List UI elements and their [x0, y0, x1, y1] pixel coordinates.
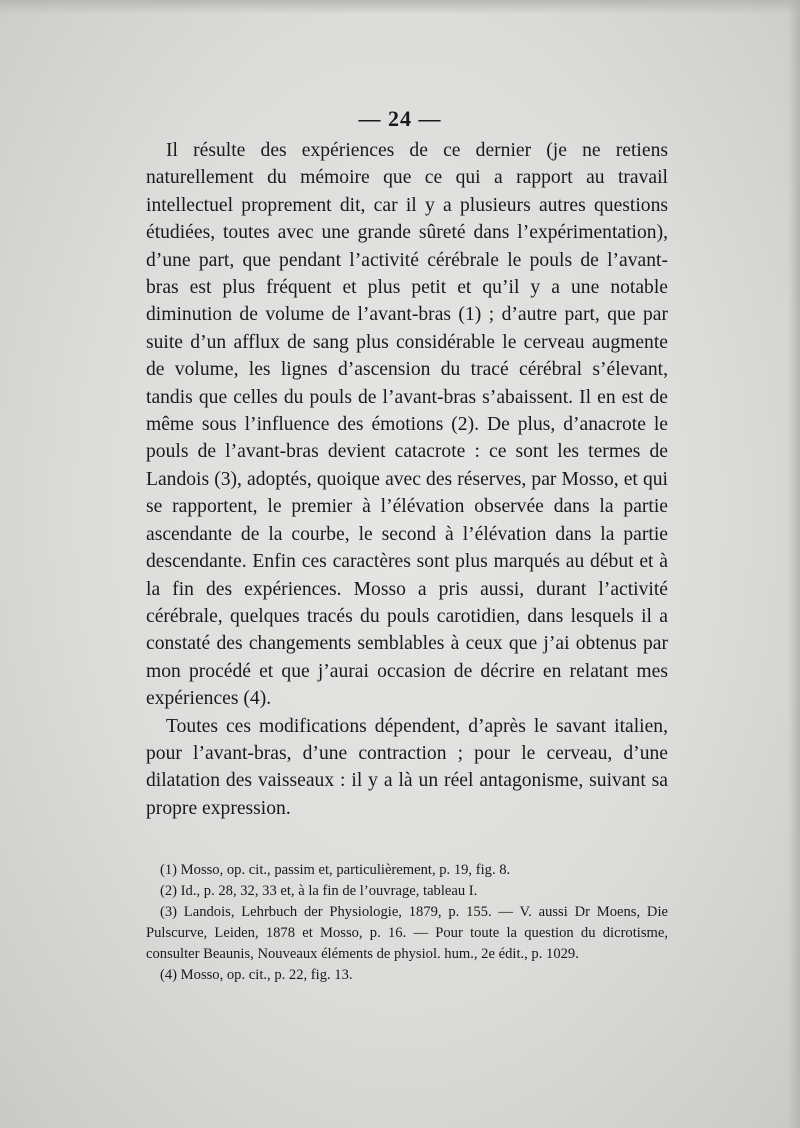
- paragraph: Toutes ces modifications dépendent, d’après le savant italien, pour l’avant-bras, d’une contraction ; pour le cerveau, d’une dilatation des vaisseaux : il y a là un réel antagonisme, suivant sa propre expression.: [146, 715, 668, 819]
- body-text: [146, 137, 668, 822]
- footnote: (4) Mosso, op. cit., p. 22, fig. 13.: [160, 967, 353, 983]
- footnote: (2) Id., p. 28, 32, 33 et, à la fin de l’ouvrage, tableau I.: [160, 883, 478, 899]
- page-right-shadow: [788, 0, 800, 1128]
- footnote: (3) Landois, Lehrbuch der Physiologie, 1879, p. 155. — V. aussi Dr Moens, Die Pulscurve, Leiden, 1878 et Mosso, p. 16. — Pour toute la question du dicrotisme, consulter Beaunis, Nouveaux éléments de physiol. hum., 2e édit., p. 1029.: [146, 904, 668, 962]
- footnotes: [146, 860, 668, 986]
- page-top-shadow: [0, 0, 800, 14]
- page-number: — 24 —: [358, 106, 442, 131]
- footnote: (1) Mosso, op. cit., passim et, particulièrement, p. 19, fig. 8.: [160, 862, 511, 878]
- paragraph: Il résulte des expériences de ce dernier (je ne retiens naturellement du mémoire que ce qui a rapport au travail intellectuel proprement dit, car il y a plusieurs autres questions étudiées, toutes avec une grande sûreté dans l’expérimentation), d’une part, que pendant l’activité cérébrale le pouls de l’avant-bras est plus fréquent et plus petit et qu’il y a une notable diminution de volume de l’avant-bras (1) ; d’autre part, que par suite d’un afflux de sang plus considérable le cerveau augmente de volume, les lignes d’ascension du tracé cérébral s’élevant, tandis que celles du pouls de l’avant-bras s’abaissent. Il en est de même sous l’influence des émotions (2). De plus, d’anacrote le pouls de l’avant-bras devient catacrote : ce sont les termes de Landois (3), adoptés, quoique avec des réserves, par Mosso, et qui se rapportent, le premier à l’élévation observée dans la partie ascendante de la courbe, le second à l’élévation dans la partie descendante. Enfin ces caractères sont plus marqués au début et à la fin des expériences. Mosso a pris aussi, durant l’activité cérébrale, quelques tracés du pouls carotidien, dans lesquels il a constaté des changements semblables à ceux que j’ai obtenus par mon procédé et que j’aurai occasion de décrire en relatant mes expériences (4).: [146, 140, 668, 710]
